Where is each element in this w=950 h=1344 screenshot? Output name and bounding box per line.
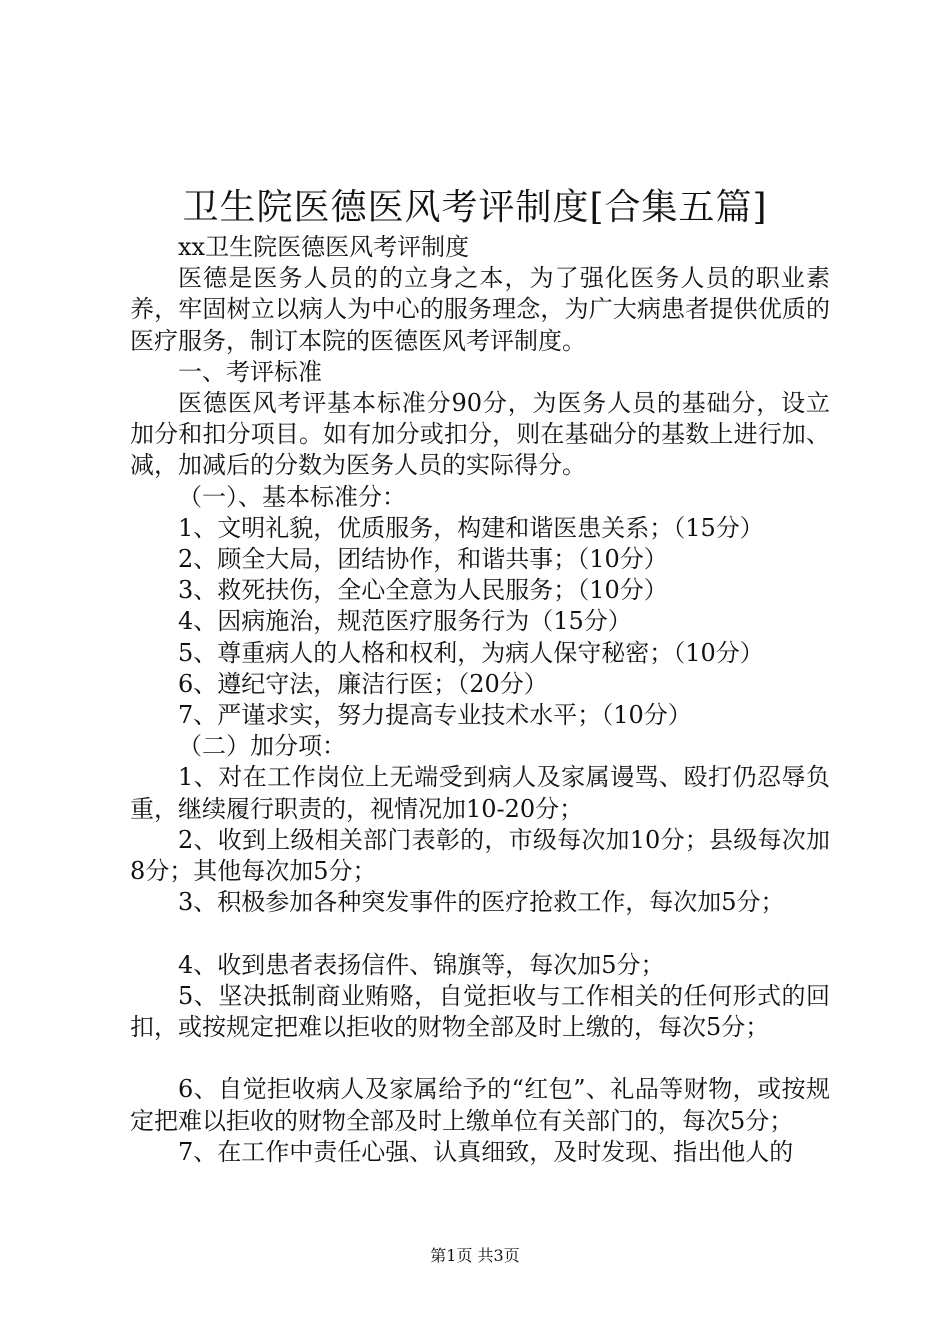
- blank-line: [130, 1043, 830, 1074]
- list-item: 6、遵纪守法，廉洁行医；（20分）: [178, 669, 548, 698]
- subsection-heading: （一）、基本标准分：: [178, 482, 406, 511]
- page-footer: 第1页 共3页: [430, 1246, 520, 1265]
- list-item: 1、文明礼貌，优质服务，构建和谐医患关系；（15分）: [178, 513, 764, 542]
- list-item: 7、在工作中责任心强、认真细致，及时发现、指出他人的: [178, 1137, 794, 1166]
- list-item: 3、积极参加各种突发事件的医疗抢救工作，每次加5分；: [178, 888, 785, 917]
- list-item: 5、尊重病人的人格和权利，为病人保守秘密；（10分）: [178, 638, 764, 667]
- section-heading: 一、考评标准: [178, 357, 322, 386]
- subsection-heading: （二）加分项：: [178, 732, 346, 761]
- document-title: 卫生院医德医风考评制度[合集五篇]: [182, 187, 768, 228]
- paragraph-standard: 医德医风考评基本标准分90分，为医务人员的基础分，设立加分和扣分项目。如有加分或扣分，则在基础分的基数上进行加、减，加减后的分数为医务人员的实际得分。: [130, 389, 830, 480]
- paragraph-subtitle: xx卫生院医德医风考评制度: [178, 233, 470, 261]
- list-item: 6、自觉拒收病人及家属给予的“红包”、礼品等财物，或按规定把难以拒收的财物全部及时上缴单位有关部门的，每次5分；: [130, 1075, 830, 1135]
- document-body: [130, 232, 830, 1168]
- list-item: 2、收到上级相关部门表彰的，市级每次加10分；县级每次加8分；其他每次加5分；: [130, 825, 830, 886]
- blank-line: [130, 918, 830, 949]
- list-item: 2、顾全大局，团结协作，和谐共事；（10分）: [178, 545, 668, 574]
- list-item: 4、收到患者表扬信件、锦旗等，每次加5分；: [178, 950, 665, 979]
- list-item: 7、严谨求实，努力提高专业技术水平；（10分）: [178, 701, 692, 730]
- list-item: 4、因病施治，规范医疗服务行为（15分）: [178, 607, 632, 636]
- paragraph-intro: 医德是医务人员的的立身之本，为了强化医务人员的职业素养，牢固树立以病人为中心的服务理念，为广大病患者提供优质的医疗服务，制订本院的医德医风考评制度。: [130, 264, 830, 355]
- list-item: 5、坚决抵制商业贿赂，自觉拒收与工作相关的任何形式的回扣，或按规定把难以拒收的财物全部及时上缴的，每次5分；: [130, 981, 830, 1042]
- list-item: 3、救死扶伤，全心全意为人民服务；（10分）: [178, 576, 668, 605]
- list-item: 1、对在工作岗位上无端受到病人及家属谩骂、殴打仍忍辱负重，继续履行职责的，视情况加10-20分；: [130, 763, 830, 823]
